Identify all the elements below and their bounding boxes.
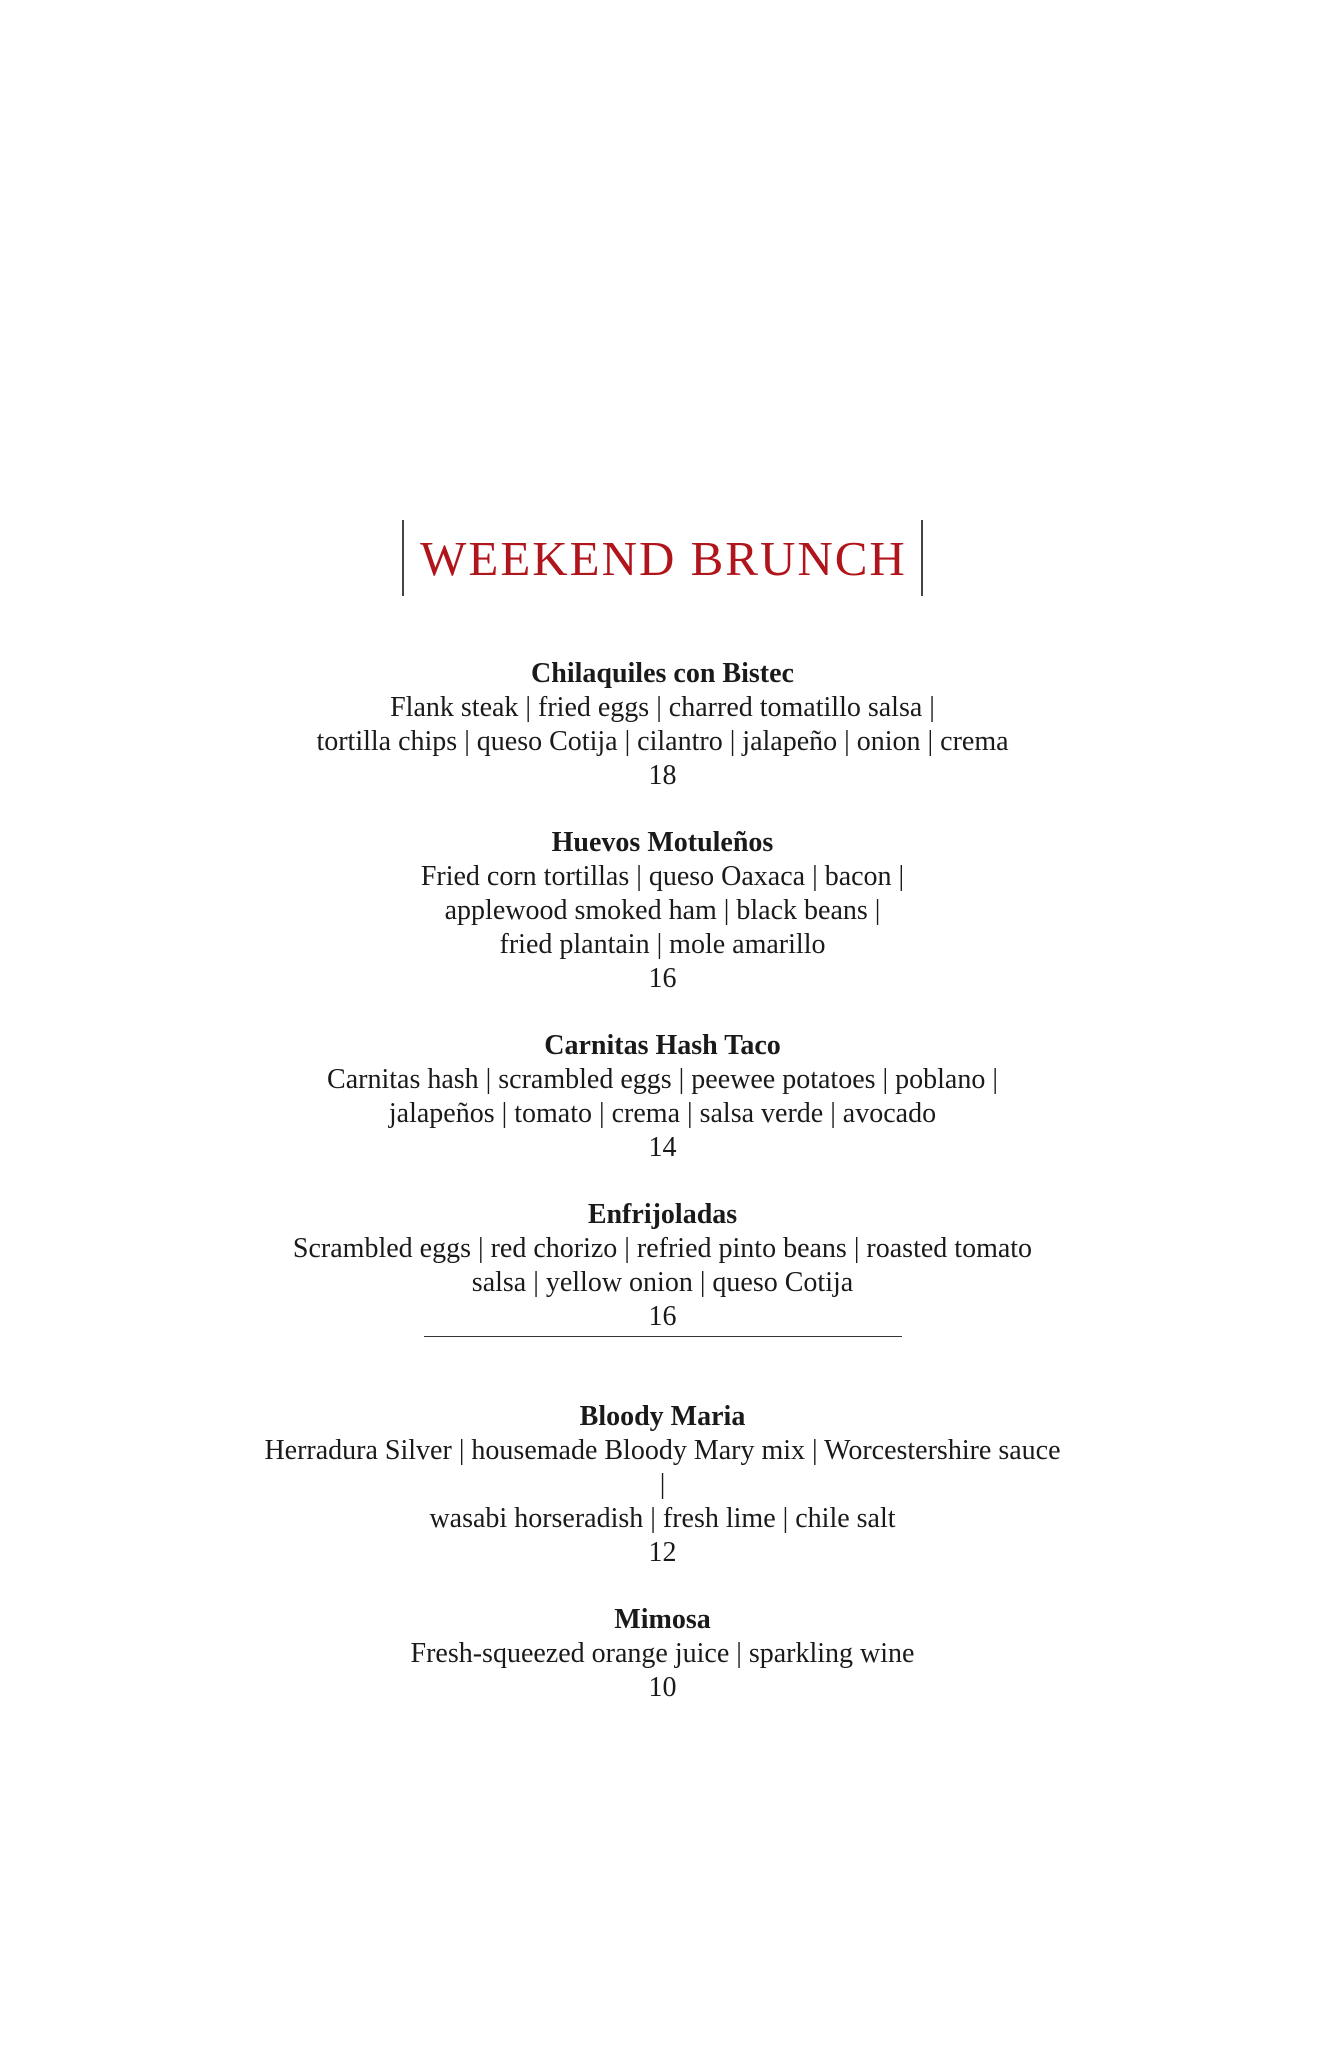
menu-item-huevos	[0, 826, 1325, 996]
item-name: Chilaquiles con Bistec	[531, 658, 794, 689]
item-description: tortilla chips | queso Cotija | cilantro | jalapeño | onion | crema	[316, 726, 1009, 757]
item-name: Huevos Motuleños	[551, 827, 774, 858]
section-divider	[424, 1336, 902, 1337]
item-description: fried plantain | mole amarillo	[499, 929, 826, 960]
item-price: 12	[648, 1537, 677, 1568]
menu-item-enfrijoladas	[0, 1198, 1325, 1334]
item-name: Carnitas Hash Taco	[544, 1030, 781, 1061]
item-name: Enfrijoladas	[587, 1199, 738, 1230]
item-price: 16	[648, 1301, 677, 1332]
title-block	[0, 520, 1325, 596]
item-description: applewood smoked ham | black beans |	[444, 895, 881, 926]
item-price: 18	[648, 760, 677, 791]
menu-title: WEEKEND BRUNCH	[402, 520, 923, 596]
item-description: Fried corn tortillas | queso Oaxaca | bacon |	[420, 861, 905, 892]
item-description: salsa | yellow onion | queso Cotija	[471, 1267, 854, 1298]
item-description: jalapeños | tomato | crema | salsa verde | avocado	[388, 1098, 937, 1129]
item-description: Herradura Silver | housemade Bloody Mary mix | Worcestershire sauce	[264, 1435, 1061, 1466]
menu-item-carnitas	[0, 1029, 1325, 1165]
menu-item-chilaquiles	[0, 657, 1325, 793]
item-price: 16	[648, 963, 677, 994]
menu-item-bloody-maria	[0, 1400, 1325, 1570]
item-description: Fresh-squeezed orange juice | sparkling wine	[410, 1638, 915, 1669]
item-description: wasabi horseradish | fresh lime | chile salt	[429, 1503, 896, 1534]
item-name: Mimosa	[614, 1604, 711, 1635]
item-price: 10	[648, 1672, 677, 1703]
item-price: 14	[648, 1132, 677, 1163]
item-description: Flank steak | fried eggs | charred tomatillo salsa |	[390, 692, 935, 723]
item-description: |	[659, 1469, 666, 1500]
item-description: Carnitas hash | scrambled eggs | peewee potatoes | poblano |	[327, 1064, 998, 1095]
menu-item-mimosa	[0, 1603, 1325, 1705]
menu-items	[0, 657, 1325, 1738]
item-description: Scrambled eggs | red chorizo | refried pinto beans | roasted tomato	[292, 1233, 1033, 1264]
item-name: Bloody Maria	[579, 1401, 746, 1432]
